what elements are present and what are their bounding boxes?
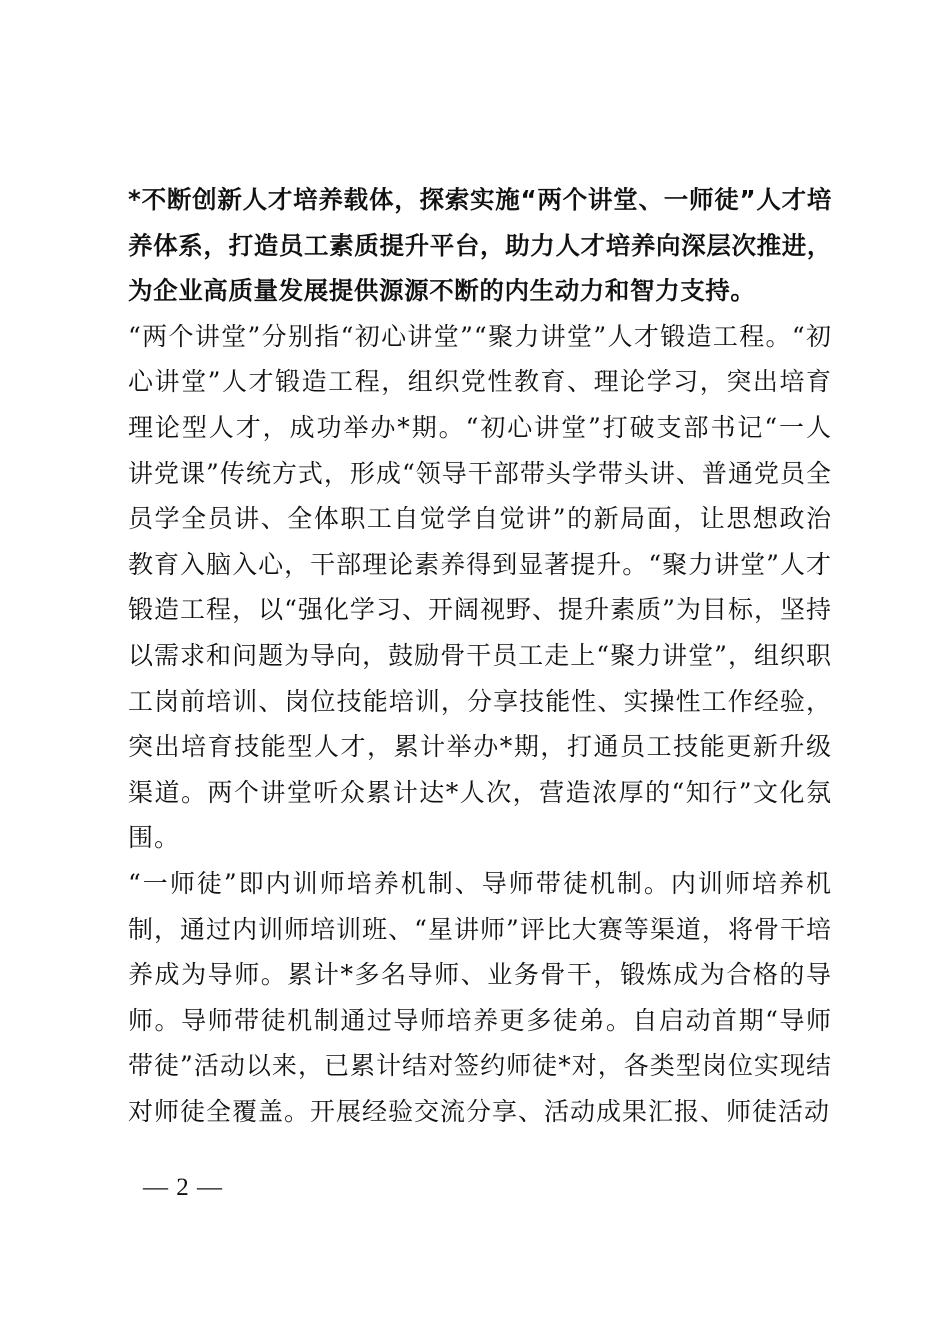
- page-number: — 2 —: [143, 1174, 223, 1201]
- paragraph-two-lecture-halls: “两个讲堂”分别指“初心讲堂”“聚力讲堂”人才锻造工程。“初心讲堂”人才锻造工程，组织党性教育、理论学习，突出培育理论型人才，成功举办*期。“初心讲堂”打破支部书记“一人讲党课”传统方式，形成“领导干部带头学带头讲、普通党员全员学全员讲、全体职工自觉学自觉讲”的新局面，让思想政治教育入脑入心，干部理论素养得到显著提升。“聚力讲堂”人才锻造工程，以“强化学习、开阔视野、提升素质”为目标，坚持以需求和问题为导向，鼓励骨干员工走上“聚力讲堂”，组织职工岗前培训、岗位技能培训，分享技能性、实操性工作经验，突出培育技能型人才，累计举办*期，打通员工技能更新升级渠道。两个讲堂听众累计达*人次，营造浓厚的“知行”文化氛围。: [128, 321, 832, 853]
- lead-paragraph: *不断创新人才培养载体，探索实施“两个讲堂、一师徒”人才培养体系，打造员工素质提升平台，助力人才培养向深层次推进，为企业高质量发展提供源源不断的内生动力和智力支持。: [128, 185, 832, 306]
- paragraph-mentor-apprentice: “一师徒”即内训师培养机制、导师带徒机制。内训师培养机制，通过内训师培训班、“星讲师”评比大赛等渠道，将骨干培养成为导师。累计*多名导师、业务骨干，锻炼成为合格的导师。导师带徒机制通过导师培养更多徒弟。自启动首期“导师带徒”活动以来，已累计结对签约师徒*对，各类型岗位实现结对师徒全覆盖。开展经验交流分享、活动成果汇报、师徒活动: [128, 868, 832, 1126]
- document-body: [128, 177, 832, 1134]
